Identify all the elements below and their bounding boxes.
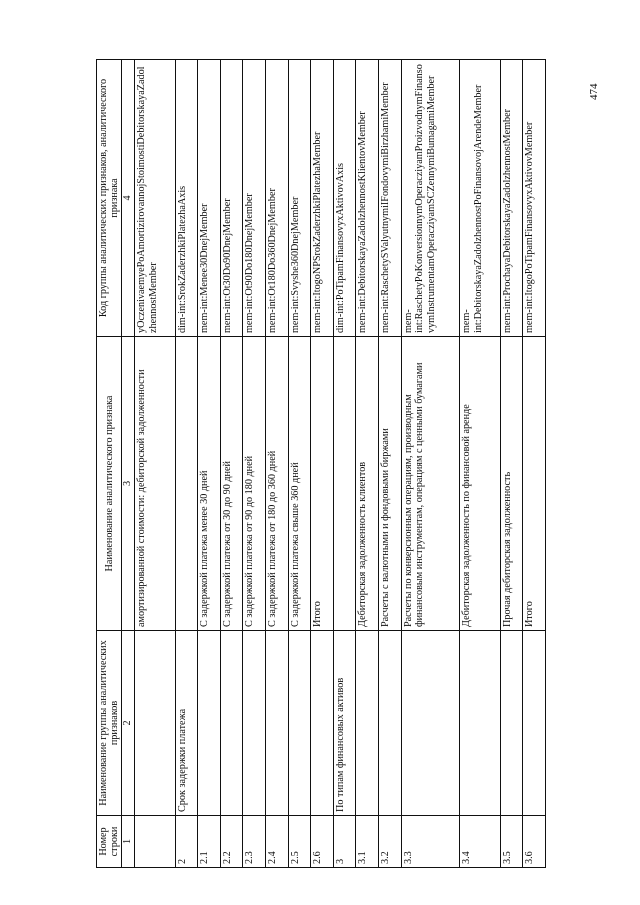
feature-name-cell: Итого [311, 337, 334, 631]
feature-name-cell [175, 337, 198, 631]
group-name-cell [266, 631, 289, 816]
code-cell: mem-int:RaschetySValyutnymiIFondovymiBirzhamiMember [378, 60, 401, 337]
group-name-cell [378, 631, 401, 816]
code-cell: dim-int:PoTipamFinansovyxAktivovAxis [333, 60, 356, 337]
group-name-cell [523, 631, 546, 816]
row-number-cell: 2.2 [220, 816, 243, 868]
group-name-cell [288, 631, 311, 816]
table-row [198, 60, 221, 868]
feature-name-cell: Дебиторская задолженность клиентов [356, 337, 379, 631]
code-cell: mem-int:Svyshe360DnejMember [288, 60, 311, 337]
feature-name-cell: Расчеты по конверсионным операциям, производным финансовым инструментам, операциям с ценными бумагами [401, 337, 460, 631]
table-row [460, 60, 501, 868]
table-row [288, 60, 311, 868]
row-number-cell: 3.3 [401, 816, 460, 868]
column-number: 4 [122, 60, 135, 337]
table-row [378, 60, 401, 868]
group-name-cell [401, 631, 460, 816]
feature-name-cell [333, 337, 356, 631]
row-number-cell: 2.3 [243, 816, 266, 868]
column-number: 1 [122, 816, 135, 868]
row-number-cell: 3.2 [378, 816, 401, 868]
column-number-row [122, 60, 135, 868]
row-number-cell: 3 [333, 816, 356, 868]
code-cell: yOczenivaemyePoAmortizirovannojStoimostiDebitorskayaZadolzhennostMember [135, 60, 176, 337]
table-row [220, 60, 243, 868]
group-name-cell [243, 631, 266, 816]
feature-name-cell: С задержкой платежа менее 30 дней [198, 337, 221, 631]
code-cell: mem-int:DebitorskayaZadolzhennostKlientovMember [356, 60, 379, 337]
feature-name-cell: С задержкой платежа от 30 до 90 дней [220, 337, 243, 631]
table-row [311, 60, 334, 868]
table-body [135, 60, 546, 868]
table-row [523, 60, 546, 868]
feature-name-cell: амортизированной стоимости: дебиторской задолженности [135, 337, 176, 631]
table-row [135, 60, 176, 868]
code-cell: dim-int:SrokZaderzhkiPlatezhaAxis [175, 60, 198, 337]
row-number-cell: 3.1 [356, 816, 379, 868]
code-cell: mem-int:DebitorskayaZadolzhennostPoFinansovojArendeMember [460, 60, 501, 337]
group-name-cell [198, 631, 221, 816]
table-row [333, 60, 356, 868]
group-name-cell: Срок задержки платежа [175, 631, 198, 816]
column-number: 2 [122, 631, 135, 816]
header-row-number: Номер строки [97, 816, 122, 868]
table-row [175, 60, 198, 868]
table-row [500, 60, 523, 868]
group-name-cell [500, 631, 523, 816]
table-row [243, 60, 266, 868]
code-cell: mem-int:Menee30DnejMember [198, 60, 221, 337]
row-number-cell: 2.1 [198, 816, 221, 868]
feature-name-cell: С задержкой платежа свыше 360 дней [288, 337, 311, 631]
row-number-cell: 2 [175, 816, 198, 868]
feature-name-cell: Итого [523, 337, 546, 631]
code-cell: mem-int:Ot180Do360DnejMember [266, 60, 289, 337]
code-cell: mem-int:ItogoNPSrokZaderzhkiPlatezhaMember [311, 60, 334, 337]
header-feature-name: Наименование аналитического признака [97, 337, 122, 631]
analytic-features-table [96, 59, 546, 868]
table-row [266, 60, 289, 868]
feature-name-cell: С задержкой платежа от 90 до 180 дней [243, 337, 266, 631]
table-row [401, 60, 460, 868]
row-number-cell: 2.5 [288, 816, 311, 868]
feature-name-cell: Расчеты с валютными и фондовыми биржами [378, 337, 401, 631]
feature-name-cell: Прочая дебиторская задолженность [500, 337, 523, 631]
row-number-cell: 2.4 [266, 816, 289, 868]
group-name-cell: По типам финансовых активов [333, 631, 356, 816]
code-cell: mem-int:Ot30Do90DnejMember [220, 60, 243, 337]
column-number: 3 [122, 337, 135, 631]
group-name-cell [220, 631, 243, 816]
page-number: 474 [588, 83, 600, 100]
row-number-cell: 3.4 [460, 816, 501, 868]
header-row [97, 60, 122, 868]
header-group-name: Наименование группы аналитических признаков [97, 631, 122, 816]
row-number-cell: 3.6 [523, 816, 546, 868]
feature-name-cell: С задержкой платежа от 180 до 360 дней [266, 337, 289, 631]
code-cell: mem-int:ItogoPoTipamFinansovyxAktivovMember [523, 60, 546, 337]
row-number-cell: 3.5 [500, 816, 523, 868]
code-cell: mem-int:Ot90Do180DnejMember [243, 60, 266, 337]
code-cell: mem-int:ProchayaDebitorskayaZadolzhennostMember [500, 60, 523, 337]
row-number-cell: 2.6 [311, 816, 334, 868]
feature-name-cell: Дебиторская задолженность по финансовой аренде [460, 337, 501, 631]
table-row [356, 60, 379, 868]
header-code: Код группы аналитических признаков, аналитического признака [97, 60, 122, 337]
group-name-cell [356, 631, 379, 816]
rotated-table-container [96, 60, 546, 868]
group-name-cell [460, 631, 501, 816]
code-cell: mem-int:RaschetyPoKonversionnymOperacziyamProizvodnymFinansovymInstrumentamOperacziyamSCZennymiBumagamiMember [401, 60, 460, 337]
group-name-cell [311, 631, 334, 816]
group-name-cell [135, 631, 176, 816]
row-number-cell [135, 816, 176, 868]
